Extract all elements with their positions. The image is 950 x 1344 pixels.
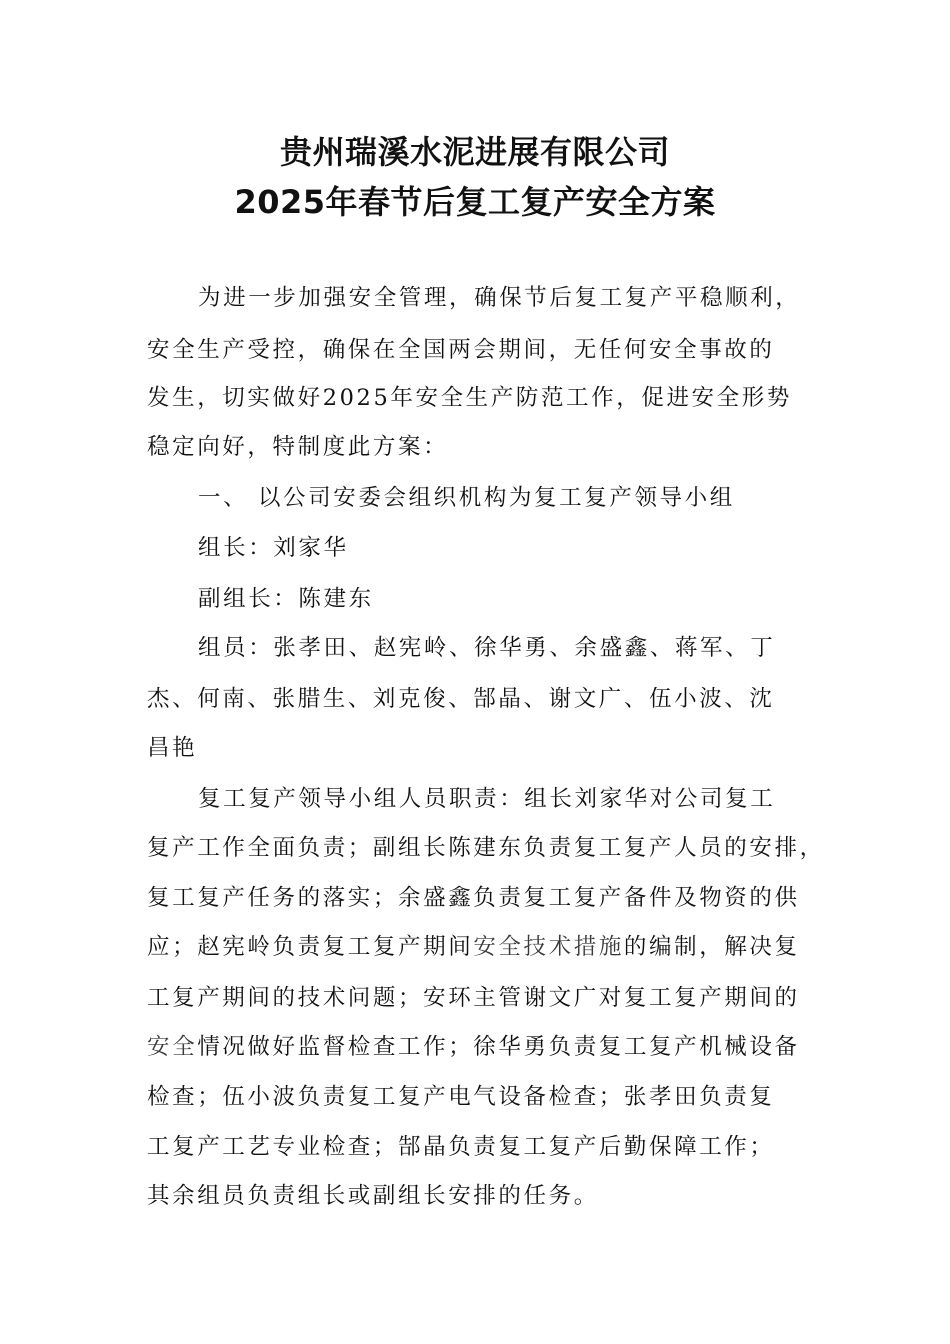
leader-line: 组长：刘家华 (198, 535, 349, 561)
duties-line-2: 复产工作全面负责；副组长陈建东负责复工复产人员的安排， (147, 835, 825, 861)
safety-term: 安全 (147, 1034, 198, 1060)
duties-line-4 (147, 932, 800, 962)
duties-line-8: 工复产工艺专业检查；郜晶负责复工复产后勤保障工作； (147, 1134, 775, 1160)
duties-line-6-rest: 情况做好监督检查工作；徐华勇负责复工复产机械设备 (197, 1034, 800, 1060)
duties-line-7: 检查；伍小波负责复工复产电气设备检查；张孝田负责复 (147, 1084, 775, 1110)
duties-line-4-start: 应；赵宪岭负责复工复产期间 (147, 934, 474, 960)
duties-line-5: 工复产期间的技术问题；安环主管谢文广对复工复产期间的 (147, 985, 800, 1011)
intro-line-2: 安全生产受控，确保在全国两会期间，无任何安全事故的 (147, 337, 775, 363)
duties-line-3: 复工复产任务的落实；余盛鑫负责复工复产备件及物资的供 (147, 885, 800, 911)
intro-line-3: 发生，切实做好2025年安全生产防范工作，促进安全形势 (147, 385, 792, 411)
duties-line-4-end: 的编制，解决复 (623, 934, 800, 960)
document-title-plan: 2025年春节后复工复产安全方案 (234, 183, 716, 221)
members-line-1: 组员：张孝田、赵宪岭、徐华勇、余盛鑫、蒋军、丁 (198, 635, 776, 661)
intro-line-1: 为进一步加强安全管理，确保节后复工复产平稳顺利， (198, 285, 801, 311)
duties-line-1: 复工复产领导小组人员职责：组长刘家华对公司复工 (198, 786, 776, 812)
section-heading: 一、 以公司安委会组织机构为复工复产领导小组 (198, 485, 735, 511)
document-title-company: 贵州瑞溪水泥进展有限公司 (279, 133, 670, 171)
intro-line-4: 稳定向好，特制度此方案： (147, 434, 449, 460)
duties-line-9: 其余组员负责组长或副组长安排的任务。 (147, 1183, 599, 1209)
duties-line-6 (147, 1032, 800, 1062)
deputy-leader-line: 副组长：陈建东 (198, 586, 374, 612)
members-line-3: 昌艳 (147, 735, 198, 761)
safety-measures-term: 安全技术措施 (473, 934, 624, 960)
members-line-2: 杰、何南、张腊生、刘克俊、郜晶、谢文广、伍小波、沈 (147, 686, 775, 712)
